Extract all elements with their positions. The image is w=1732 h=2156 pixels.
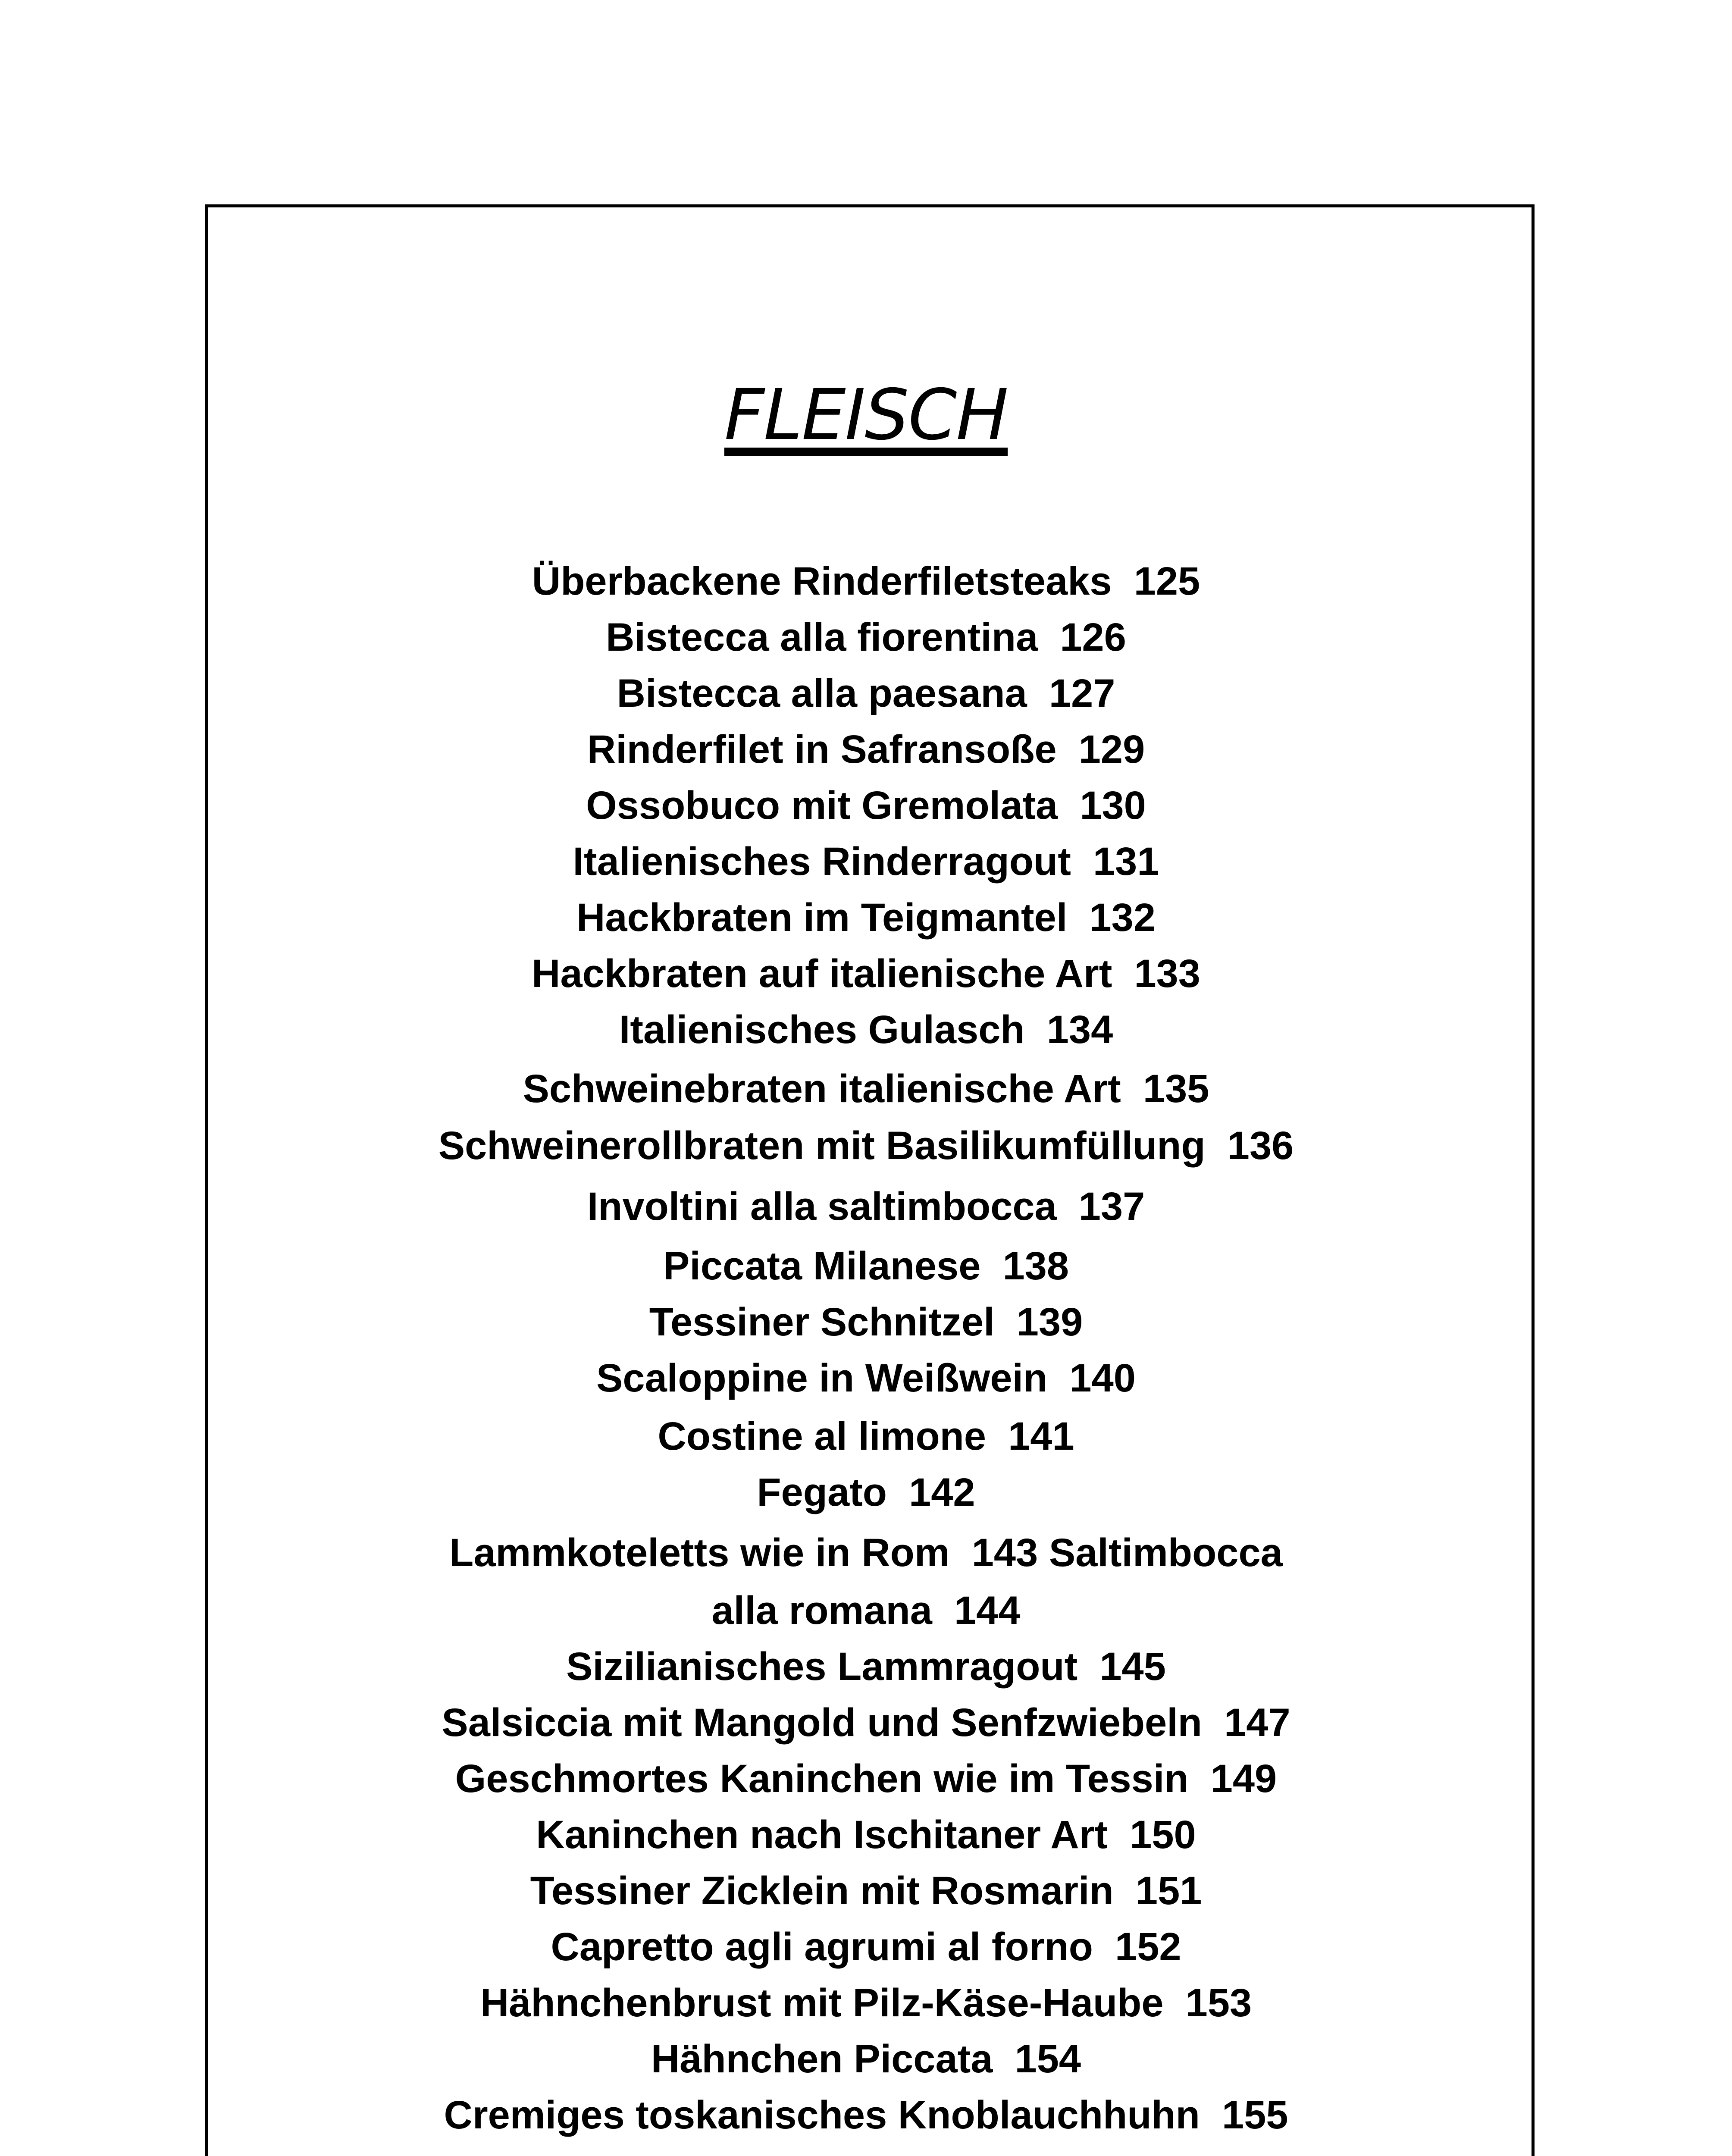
toc-entry: Salsiccia mit Mangold und Senfzwiebeln 147	[442, 1701, 1290, 1745]
toc-entry: Hackbraten auf italienische Art 133	[532, 952, 1200, 996]
toc-entry: Sizilianisches Lammragout 145	[566, 1645, 1166, 1689]
page-border	[205, 204, 1535, 2156]
section-title-text: FLEISCH	[724, 375, 1008, 456]
toc-entry: Cremiges toskanisches Knoblauchhuhn 155	[444, 2093, 1288, 2137]
toc-entry: Kaninchen nach Ischitaner Art 150	[536, 1813, 1196, 1857]
toc-entry: Hähnchenbrust mit Pilz-Käse-Haube 153	[480, 1981, 1252, 2025]
toc-entry: Lammkoteletts wie in Rom 143 Saltimbocca	[449, 1531, 1283, 1575]
toc-entry: Italienisches Gulasch 134	[619, 1008, 1113, 1052]
toc-entry: Fegato 142	[757, 1470, 975, 1514]
toc-entry: Schweinerollbraten mit Basilikumfüllung 136	[438, 1124, 1294, 1168]
toc-entry: Geschmortes Kaninchen wie im Tessin 149	[455, 1757, 1277, 1801]
toc-entry: Hähnchen Piccata 154	[651, 2037, 1081, 2081]
toc-entry: alla romana 144	[711, 1589, 1021, 1633]
toc-entry: Capretto agli agrumi al forno 152	[551, 1925, 1181, 1969]
toc-entry: Rinderfilet in Safransoße 129	[587, 727, 1145, 771]
toc-entry: Hackbraten im Teigmantel 132	[576, 896, 1156, 940]
toc-entry: Scaloppine in Weißwein 140	[596, 1356, 1136, 1400]
toc-entry: Tessiner Schnitzel 139	[649, 1300, 1083, 1344]
section-title	[0, 375, 1732, 456]
toc-entry: Ossobuco mit Gremolata 130	[586, 783, 1146, 827]
toc-entry: Bistecca alla fiorentina 126	[606, 615, 1126, 659]
toc-entry: Costine al limone 141	[658, 1414, 1074, 1458]
toc-entry: Bistecca alla paesana 127	[617, 671, 1115, 715]
toc-entry: Piccata Milanese 138	[663, 1244, 1069, 1288]
toc-entry: Tessiner Zicklein mit Rosmarin 151	[530, 1869, 1202, 1913]
toc-entry: Überbackene Rinderfiletsteaks 125	[532, 559, 1200, 603]
toc-entry: Involtini alla saltimbocca 137	[587, 1185, 1145, 1228]
toc-entry: Schweinebraten italienische Art 135	[523, 1067, 1209, 1111]
toc-entry: Italienisches Rinderragout 131	[573, 840, 1159, 884]
